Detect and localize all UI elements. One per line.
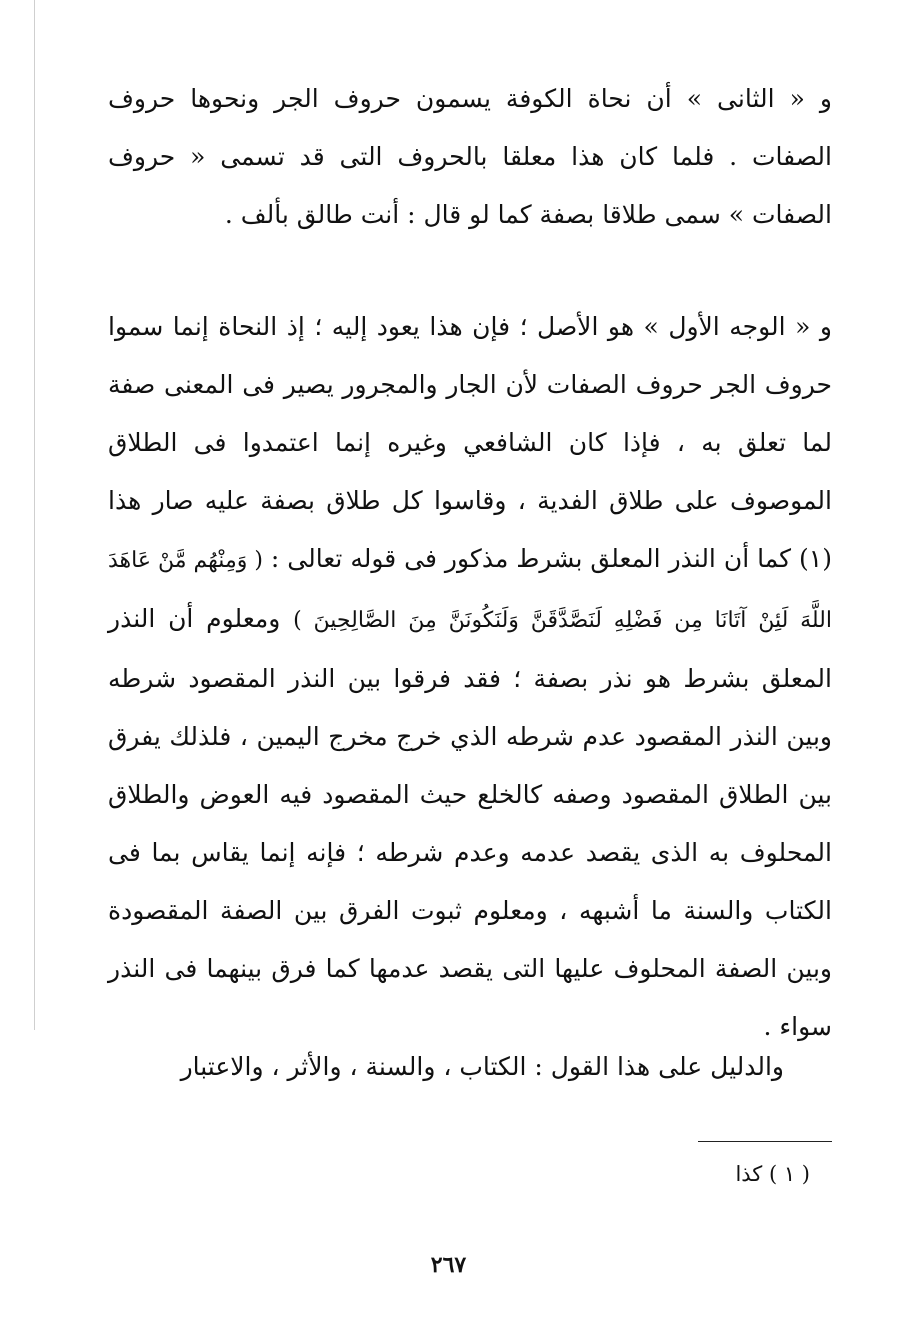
quran-verse: ( وَمِنْهُم مَّنْ عَاهَدَ اللَّهَ لَئِنْ آتَانَا مِن فَضْلِهِ لَنَصَّدَّقَنَّ وَلَنَكُونَنَّ مِنَ الصَّالِحِينَ ) xyxy=(108,548,832,633)
paragraph-2-rest: ومعلوم أن النذر المعلق بشرط هو نذر بصفة ؛ فقد فرقوا بين النذر المقصود شرطه وبين النذر المقصود عدم شرطه الذي خرج مخرج اليمين ، فلذلك يفرق بين الطلاق المقصود وصفه كالخلع حيث المقصود فيه العوض والطلاق المحلوف به الذى يقصد عدمه وعدم شرطه ؛ فإنه إنما يقاس بما فى الكتاب والسنة ما أشبهه ، ومعلوم ثبوت الفرق بين الصفة المقصودة وبين الصفة المحلوف عليها التى يقصد عدمها كما فرق بينهما فى النذر سواء . xyxy=(108,604,832,1041)
footnote-divider xyxy=(698,1141,832,1142)
page-edge-line xyxy=(34,0,35,1030)
paragraph-1: و « الثانى » أن نحاة الكوفة يسمون حروف الجر ونحوها حروف الصفات . فلما كان هذا معلقا بالحروف التى قد تسمى « حروف الصفات » سمى طلاقا بصفة كما لو قال : أنت طالق بألف . xyxy=(108,84,832,229)
closing-line: والدليل على هذا القول : الكتاب ، والسنة ، والأثر ، والاعتبار xyxy=(180,1052,784,1081)
paragraph-2 xyxy=(108,298,832,1056)
page-number: ٢٦٧ xyxy=(430,1252,467,1278)
paragraph-2-start: و « الوجه الأول » هو الأصل ؛ فإن هذا يعود إليه ؛ إذ النحاة إنما سموا حروف الجر حروف الصفات لأن الجار والمجرور يصير فى المعنى صفة لما تعلق به ، فإذا كان الشافعي وغيره إنما اعتمدوا فى الطلاق الموصوف على طلاق الفدية ، وقاسوا كل طلاق بصفة عليه صار هذا (١) كما أن النذر المعلق بشرط مذكور فى قوله تعالى : xyxy=(108,312,832,573)
footnote: ( ١ ) كذا xyxy=(735,1162,810,1186)
